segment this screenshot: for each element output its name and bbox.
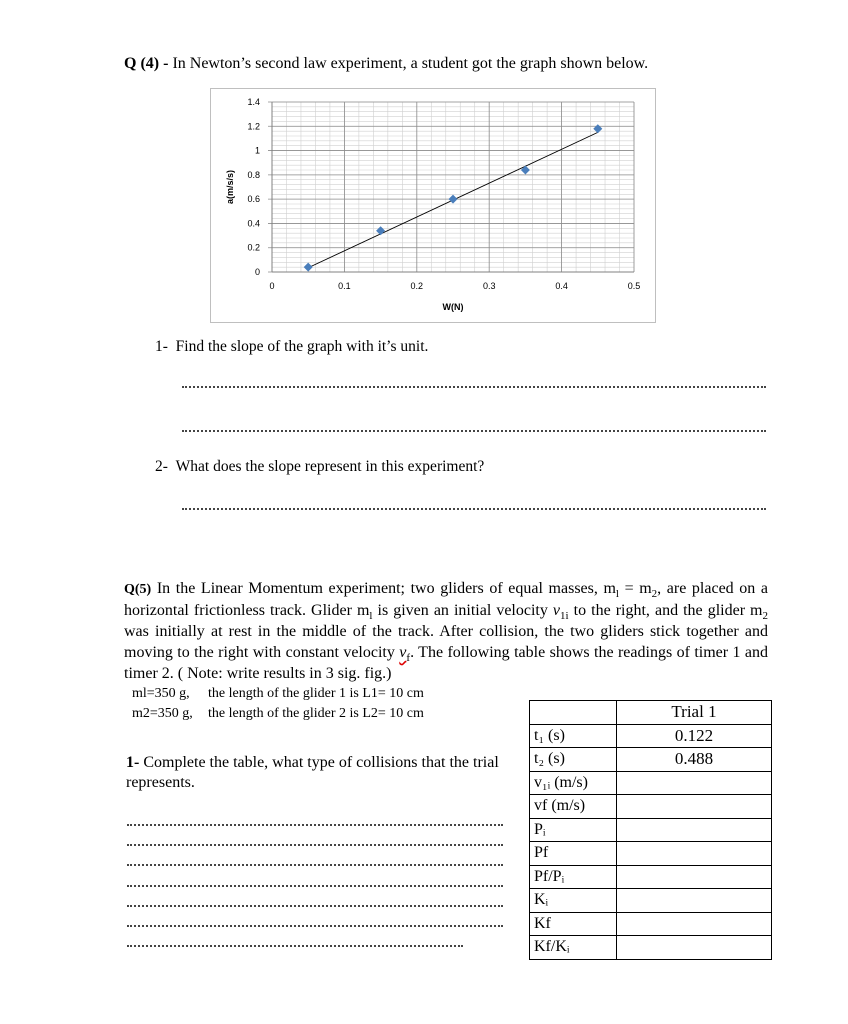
header-empty-cell <box>530 701 617 725</box>
row-value-cell[interactable] <box>617 818 772 842</box>
item-number: 1- <box>126 754 140 771</box>
table-row <box>530 724 772 748</box>
data-point <box>449 195 458 204</box>
x-tick-label: 0.4 <box>555 281 568 291</box>
question-5-text <box>124 578 768 684</box>
row-value-cell[interactable]: 0.122 <box>617 724 772 748</box>
q4-item-1 <box>155 338 428 356</box>
x-tick-label: 0.3 <box>482 281 496 291</box>
data-point <box>376 226 385 235</box>
x-axis-title: W(N) <box>442 302 464 312</box>
x-tick-label: 0.2 <box>410 281 424 291</box>
answer-line[interactable] <box>127 864 503 866</box>
row-value-cell[interactable] <box>617 865 772 889</box>
text: , are placed on a horizontal frictionless track. Glider m <box>124 580 768 619</box>
sub: f <box>406 652 411 665</box>
row-label: Pf <box>530 842 617 866</box>
y-tick-label: 1.4 <box>247 97 260 107</box>
sub: l <box>369 610 373 623</box>
item-text: Complete the table, what type of collisions that the trial represents. <box>126 754 499 791</box>
sub: 2 <box>651 588 658 601</box>
table-header-row <box>530 701 772 725</box>
sub: l <box>615 588 619 601</box>
text: was initially at rest in the middle of the track. After collision, the two gliders stick together and moving to the right with constant velocity <box>124 623 768 661</box>
table-row <box>530 818 772 842</box>
answer-line[interactable] <box>127 905 503 907</box>
item-text: Find the slope of the graph with it’s unit. <box>175 338 429 355</box>
row-value-cell[interactable] <box>617 936 772 960</box>
row-value-cell[interactable] <box>617 795 772 819</box>
row-value-cell[interactable] <box>617 889 772 913</box>
row-label: Kf/Kᵢ <box>530 936 617 960</box>
item-number: 2- <box>155 458 168 475</box>
question-5-label: Q(5) <box>124 582 152 597</box>
text: v <box>552 602 561 619</box>
y-tick-label: 1.2 <box>247 121 260 132</box>
length-2: the length of the glider 2 is L2= 10 cm <box>208 706 424 721</box>
y-tick-label: 0.8 <box>247 169 260 180</box>
results-table <box>529 700 772 960</box>
x-tick-label: 0.1 <box>338 281 351 291</box>
table-row <box>530 771 772 795</box>
row-value-cell[interactable] <box>617 771 772 795</box>
row-label: Kf <box>530 912 617 936</box>
x-tick-label: 0 <box>269 281 275 291</box>
x-tick-label: 0.5 <box>627 281 641 291</box>
chart-frame <box>210 88 656 323</box>
y-tick-label: 0.4 <box>247 218 260 229</box>
row-value-cell[interactable]: 0.488 <box>617 748 772 772</box>
y-tick-label: 0.6 <box>247 194 260 205</box>
mass-2: m2=350 g, <box>132 706 193 721</box>
table-row <box>530 842 772 866</box>
text: v <box>399 644 407 661</box>
header-trial-1: Trial 1 <box>617 701 772 725</box>
answer-line[interactable] <box>127 824 503 826</box>
answer-line[interactable] <box>127 844 503 846</box>
row-label: v₁ᵢ (m/s) <box>530 771 617 795</box>
table-row <box>530 889 772 913</box>
answer-line[interactable] <box>127 945 463 947</box>
answer-line[interactable] <box>182 386 766 388</box>
answer-line[interactable] <box>127 925 503 927</box>
item-number: 1- <box>155 338 168 355</box>
text: In the Linear Momentum experiment; two gliders of equal masses, m <box>151 580 616 597</box>
answer-line[interactable] <box>182 508 766 510</box>
row-label: Pf/Pᵢ <box>530 865 617 889</box>
y-tick-label: 0 <box>254 267 260 277</box>
row-label: t₂ (s) <box>530 748 617 772</box>
length-1: the length of the glider 1 is L1= 10 cm <box>208 686 424 701</box>
q5-item-1 <box>126 753 522 793</box>
text: = m <box>618 580 652 597</box>
table-row <box>530 936 772 960</box>
answer-line[interactable] <box>182 430 766 432</box>
row-label: vf (m/s) <box>530 795 617 819</box>
row-value-cell[interactable] <box>617 842 772 866</box>
mass-1: ml=350 g, <box>132 686 190 701</box>
row-value-cell[interactable] <box>617 912 772 936</box>
table-row <box>530 865 772 889</box>
question-4 <box>124 55 648 73</box>
row-label: Pᵢ <box>530 818 617 842</box>
y-tick-label: 1 <box>254 145 260 156</box>
item-text: What does the slope represent in this experiment? <box>175 458 485 475</box>
sub: 1i <box>560 610 569 623</box>
data-point <box>593 124 602 133</box>
answer-line[interactable] <box>127 885 503 887</box>
row-label: Kᵢ <box>530 889 617 913</box>
table-row <box>530 748 772 772</box>
row-label: t₁ (s) <box>530 724 617 748</box>
data-point <box>304 263 313 272</box>
table-row <box>530 795 772 819</box>
sub: 2 <box>762 610 769 623</box>
y-tick-label: 0.2 <box>247 242 260 253</box>
y-axis-title: a(m/s/s) <box>225 169 235 205</box>
data-point <box>521 166 530 175</box>
text: to the right, and the glider m <box>568 602 763 619</box>
text: is given an initial velocity <box>372 602 553 619</box>
table-row <box>530 912 772 936</box>
scatter-chart <box>211 89 657 324</box>
q4-item-2 <box>155 458 484 476</box>
question-4-text: In Newton’s second law experiment, a student got the graph shown below. <box>172 55 649 72</box>
text: . The following table shows the readings of timer 1 and timer 2. ( Note: write results in 3 sig. fig.) <box>124 644 769 682</box>
question-4-label: Q (4) - <box>124 55 169 72</box>
